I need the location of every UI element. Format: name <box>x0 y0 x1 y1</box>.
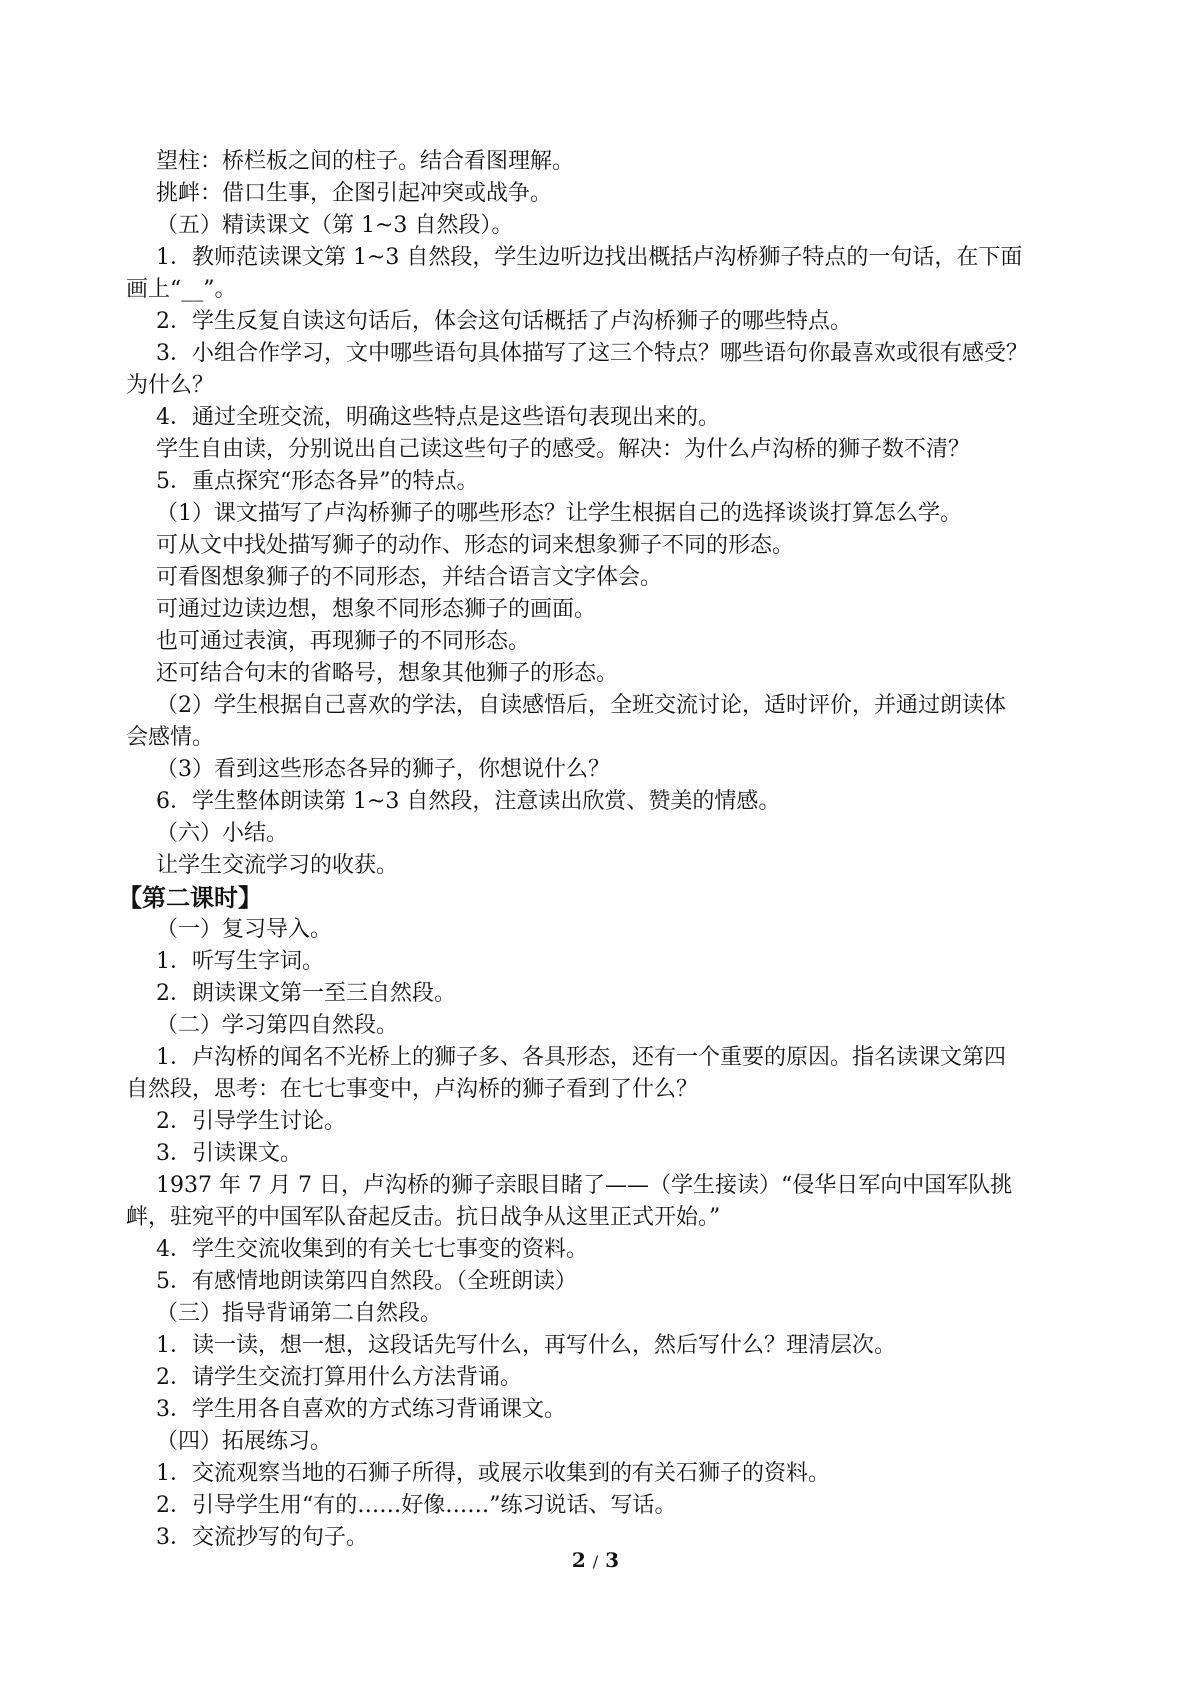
text-line: （3）看到这些形态各异的狮子，你想说什么？ <box>156 757 610 782</box>
text-line: 3．引读课文。 <box>156 1141 302 1166</box>
total-pages: 3 <box>605 1548 620 1572</box>
text-line: 还可结合句末的省略号，想象其他狮子的形态。 <box>156 661 619 686</box>
current-page: 2 <box>571 1548 586 1572</box>
text-line: 可从文中找处描写狮子的动作、形态的词来想象狮子不同的形态。 <box>156 533 795 558</box>
text-line: （五）精读课文（第 1~3 自然段）。 <box>156 213 514 238</box>
text-line: 3．小组合作学习，文中哪些语句具体描写了这三个特点？哪些语句你最喜欢或很有感受？ <box>156 341 1029 366</box>
text-line: （二）学习第四自然段。 <box>156 1013 399 1038</box>
text-line: 2．请学生交流打算用什么方法背诵。 <box>156 1365 522 1390</box>
text-line: 5．有感情地朗读第四自然段。（全班朗读） <box>156 1269 577 1294</box>
page-separator: / <box>592 1552 599 1571</box>
text-line: 3．交流抄写的句子。 <box>156 1525 368 1550</box>
text-line: 学生自由读，分别说出自己读这些句子的感受。解决：为什么卢沟桥的狮子数不清？ <box>156 437 971 462</box>
text-line: 可通过边读边想，想象不同形态狮子的画面。 <box>156 597 597 622</box>
text-line: 可看图想象狮子的不同形态，并结合语言文字体会。 <box>156 565 663 590</box>
text-line: 1．交流观察当地的石狮子所得，或展示收集到的有关石狮子的资料。 <box>156 1461 830 1486</box>
text-line: 望柱：桥栏板之间的柱子。结合看图理解。 <box>156 149 575 174</box>
text-line: 2．学生反复自读这句话后，体会这句话概括了卢沟桥狮子的哪些特点。 <box>156 309 852 334</box>
text-line: （一）复习导入。 <box>156 917 333 942</box>
text-line: （四）拓展练习。 <box>156 1429 333 1454</box>
text-line: 为什么？ <box>126 373 215 398</box>
text-line: 画上“__”。 <box>126 277 237 302</box>
text-line: 4．学生交流收集到的有关七七事变的资料。 <box>156 1237 588 1262</box>
text-line: 会感情。 <box>126 725 215 750</box>
text-line: 也可通过表演，再现狮子的不同形态。 <box>156 629 531 654</box>
text-line: 2．引导学生用“有的……好像……”练习说话、写话。 <box>156 1493 677 1518</box>
section-heading: 【第二课时】 <box>118 884 262 912</box>
text-line: （三）指导背诵第二自然段。 <box>156 1301 443 1326</box>
text-line: 1．卢沟桥的闻名不光桥上的狮子多、各具形态，还有一个重要的原因。指名读课文第四 <box>156 1045 1006 1070</box>
text-line: 挑衅：借口生事，企图引起冲突或战争。 <box>156 181 553 206</box>
text-line: 1937 年 7 月 7 日，卢沟桥的狮子亲眼目睹了——（学生接读）“侵华日军向中国军队挑 <box>156 1173 1013 1198</box>
text-line: 1．读一读，想一想，这段话先写什么，再写什么，然后写什么？理清层次。 <box>156 1333 896 1358</box>
text-line: 让学生交流学习的收获。 <box>156 853 399 878</box>
text-line: 5．重点探究“形态各异”的特点。 <box>156 469 479 494</box>
text-line: 1．教师范读课文第 1~3 自然段，学生边听边找出概括卢沟桥狮子特点的一句话，在下面 <box>156 245 1023 270</box>
document-body <box>118 146 1086 1554</box>
text-line: 衅，驻宛平的中国军队奋起反击。抗日战争从这里正式开始。” <box>126 1205 721 1230</box>
page-number <box>0 1548 1191 1572</box>
text-line: 2．朗读课文第一至三自然段。 <box>156 981 456 1006</box>
text-line: 自然段，思考：在七七事变中，卢沟桥的狮子看到了什么？ <box>126 1077 699 1102</box>
text-line: 4．通过全班交流，明确这些特点是这些语句表现出来的。 <box>156 405 720 430</box>
text-line: （2）学生根据自己喜欢的学法，自读感悟后，全班交流讨论，适时评价，并通过朗读体 <box>156 693 1006 718</box>
text-line: 1．听写生字词。 <box>156 949 324 974</box>
text-line: （1）课文描写了卢沟桥狮子的哪些形态？让学生根据自己的选择谈谈打算怎么学。 <box>156 501 962 526</box>
text-line: 3．学生用各自喜欢的方式练习背诵课文。 <box>156 1397 566 1422</box>
text-line: 6．学生整体朗读第 1~3 自然段，注意读出欣赏、赞美的情感。 <box>156 789 781 814</box>
text-line: （六）小结。 <box>156 821 289 846</box>
text-line: 2．引导学生讨论。 <box>156 1109 346 1134</box>
